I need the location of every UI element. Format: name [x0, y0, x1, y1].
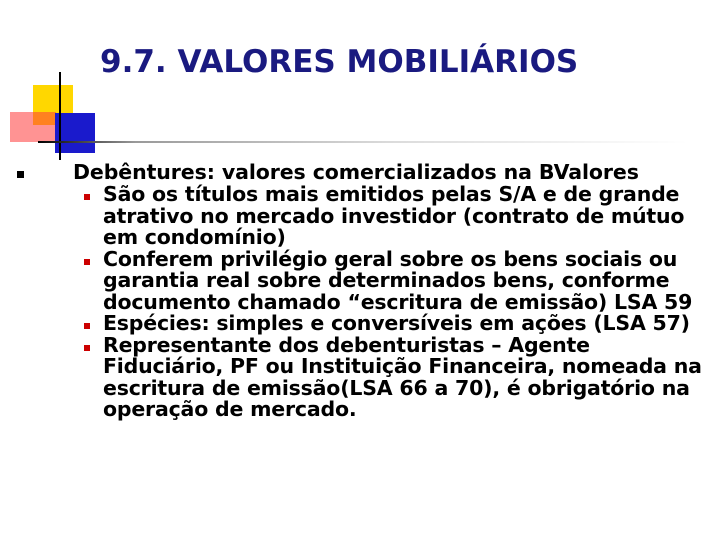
main-bullet-text: Debêntures: valores comercializados na BValores — [73, 160, 639, 184]
sub-bullet-item — [73, 184, 710, 249]
square-bullet-icon — [84, 194, 90, 200]
sub-bullet-text: São os títulos mais emitidos pelas S/A e de grande atrativo no mercado investidor (contrato de mútuo em condomínio) — [103, 182, 685, 249]
sub-bullet-text: Espécies: simples e conversíveis em ações (LSA 57) — [103, 311, 690, 335]
main-bullet-item — [0, 160, 710, 421]
title-divider-line — [38, 141, 688, 143]
slide-title: 9.7. VALORES MOBILIÁRIOS — [100, 44, 579, 80]
square-bullet-icon — [84, 323, 90, 329]
slide-content — [0, 160, 710, 421]
sub-bullet-item — [73, 246, 710, 314]
sub-bullet-text: Representante dos debenturistas – Agente Fiduciário, PF ou Instituição Financeira, nomeada na escritura de emissão(LSA 66 a 70), é obrigatório na operação de mercado. — [103, 332, 702, 421]
sub-bullet-text: Conferem privilégio geral sobre os bens sociais ou garantia real sobre determinados bens, conforme documento chamado “escritura de emissão) LSA 59 — [103, 246, 693, 314]
sub-bullet-list — [73, 184, 710, 421]
sub-bullet-item — [73, 332, 710, 421]
decorative-vertical-line — [59, 72, 61, 160]
sub-bullet-item — [73, 313, 710, 335]
square-bullet-icon — [17, 171, 24, 178]
square-bullet-icon — [84, 345, 90, 351]
square-bullet-icon — [84, 259, 90, 265]
decorative-blue-square — [55, 113, 95, 153]
decorative-red-rectangle — [10, 112, 56, 142]
